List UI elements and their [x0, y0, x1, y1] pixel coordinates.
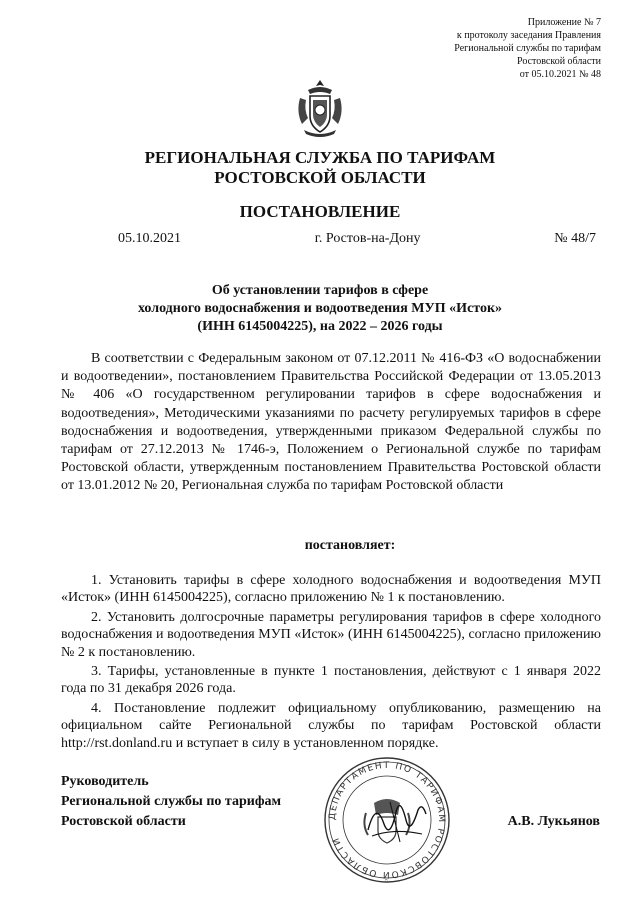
- resolution-item-1: 1. Установить тарифы в сфере холодного водоснабжения и водоотведения МУП «Исток» (ИНН 6145004225), согласно приложению № 1 к постановлению.: [61, 573, 601, 606]
- resolution-items: [61, 572, 601, 754]
- signatory-title-line-3: Ростовской области: [61, 814, 186, 829]
- appendix-line-5: от 05.10.2021 № 48: [519, 69, 601, 80]
- organization-title-line-1: РЕГИОНАЛЬНАЯ СЛУЖБА ПО ТАРИФАМ: [144, 148, 496, 167]
- svg-text:ДЕПАРТАМЕНТ ПО ТАРИФАМ РОСТОВС: ДЕПАРТАМЕНТ ПО ТАРИФАМ РОСТОВСКОЙ ОБЛАСТИ: [327, 760, 447, 880]
- document-type: ПОСТАНОВЛЕНИЕ: [239, 202, 401, 221]
- organization-title-line-2: РОСТОВСКОЙ ОБЛАСТИ: [214, 168, 426, 187]
- signatory-title-line-1: Руководитель: [61, 774, 149, 789]
- resolution-item-2: 2. Установить долгосрочные параметры регулирования тарифов в сфере холодного водоснабжения и водоотведения МУП «Исток» (ИНН 6145004225), согласно приложению № 2 к постановлению.: [61, 609, 601, 660]
- appendix-line-4: Ростовской области: [517, 56, 601, 67]
- signatory-name: А.В. Лукьянов: [507, 814, 600, 829]
- appendix-note: [371, 16, 601, 81]
- signatory-title: [61, 772, 341, 832]
- resolution-item-4: 4. Постановление подлежит официальному опубликованию, размещению на официальном сайте Региональной службы по тарифам Ростовской области http://rst.donland.ru и вступает в силу в установленном порядке.: [61, 700, 601, 751]
- document-date: 05.10.2021: [118, 231, 181, 246]
- document-place: г. Ростов-на-Дону: [314, 231, 421, 246]
- decides-heading: постановляет:: [304, 538, 396, 553]
- appendix-line-1: Приложение № 7: [527, 17, 601, 28]
- document-subject: [60, 282, 580, 336]
- subject-line-2: холодного водоснабжения и водоотведения МУП «Исток»: [137, 301, 503, 316]
- preamble-paragraph: В соответствии с Федеральным законом от 07.12.2011 № 416-ФЗ «О водоснабжении и водоотведении», постановлением Правительства Российской Федерации от 13.05.2013 № 406 «О государственном регулировании тарифов в сфере водоснабжения и водоотведения», Методическими указаниями по расчету регулируемых тарифов в сфере водоснабжения и водоотведения, утвержденными приказом Федеральной службы по тарифам от 27.12.2013 № 1746-э, Положением о Региональной службе по тарифам Ростовской области, утвержденным постановлением Правительства Ростовской области от 13.01.2012 № 20, Региональная служба по тарифам Ростовской области: [61, 351, 601, 494]
- organization-title: [60, 148, 580, 188]
- resolution-item-3: 3. Тарифы, установленные в пункте 1 постановления, действуют с 1 января 2022 года по 31 декабря 2026 года.: [61, 664, 601, 697]
- appendix-line-2: к протоколу заседания Правления: [456, 30, 601, 41]
- document-number: № 48/7: [554, 231, 596, 246]
- subject-line-3: (ИНН 6145004225), на 2022 – 2026 годы: [197, 319, 443, 334]
- document-meta: [118, 230, 596, 248]
- handwritten-signature-icon: [362, 790, 432, 850]
- coat-of-arms-icon: [294, 78, 346, 140]
- subject-line-1: Об установлении тарифов в сфере: [211, 283, 429, 298]
- appendix-line-3: Региональной службы по тарифам: [454, 43, 601, 54]
- signatory-title-line-2: Региональной службы по тарифам: [61, 794, 282, 809]
